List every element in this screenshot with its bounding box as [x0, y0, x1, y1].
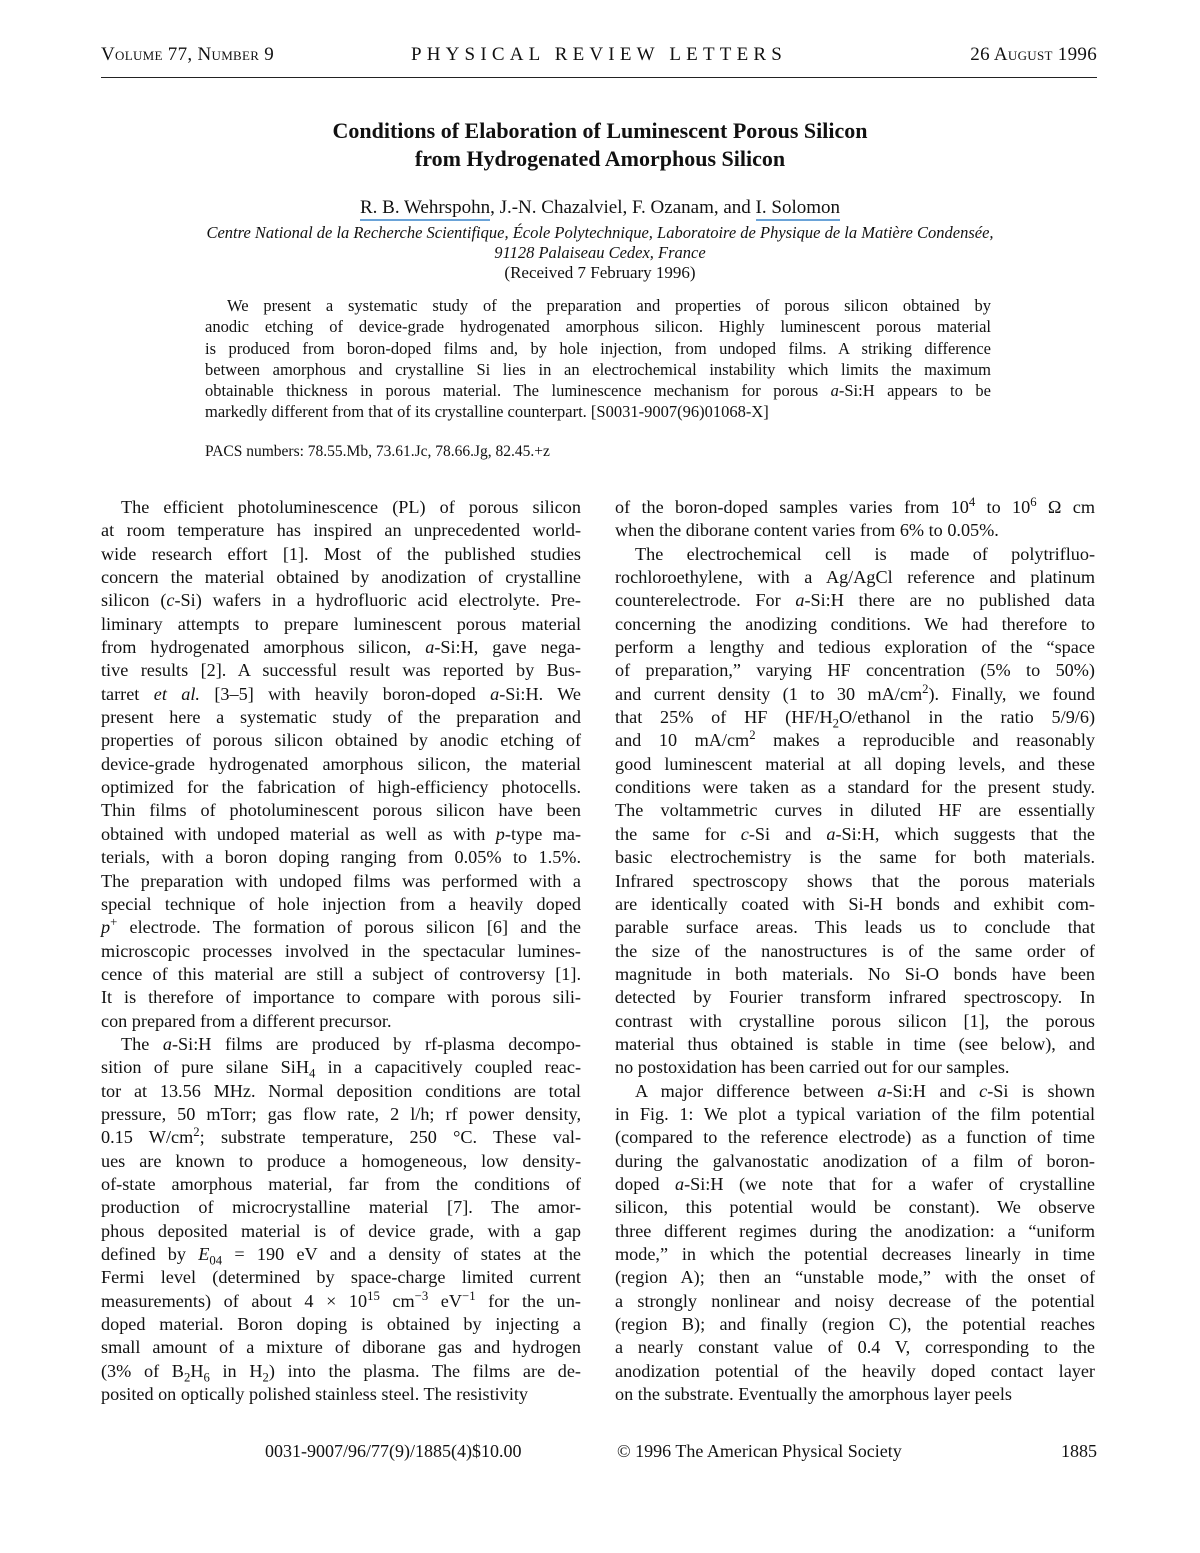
paper-title — [150, 117, 1050, 173]
text-segment: -Si is shown — [987, 1080, 1095, 1101]
text-line: parable surface areas. This leads us to conclude that — [615, 917, 1095, 938]
text-line: Thin films of photoluminescent porous silicon have been — [101, 800, 581, 821]
abstract-italic: a — [830, 381, 839, 401]
text-line: of-state amorphous material, far from the conditions of — [101, 1173, 581, 1194]
abstract-text: obtainable thickness in porous material. The luminescence mechanism for porous — [205, 381, 831, 401]
abstract-line: We present a systematic study of the preparation and properties of porous silicon obtained by — [227, 296, 991, 315]
received-date: (Received 7 February 1996) — [504, 263, 696, 282]
text-segment: and 10 mA/cm — [615, 730, 750, 751]
text-segment: -Si:H there are no published data — [804, 590, 1095, 611]
text-line — [101, 1243, 581, 1266]
text-segment: ). Finally, we found — [928, 683, 1095, 704]
italic-text: p — [101, 917, 111, 938]
text-line: The electrochemical cell is made of polytrifluo- — [635, 543, 1095, 564]
text-line: material thus obtained is stable in time (see below), and — [615, 1033, 1095, 1054]
text-line — [101, 1056, 581, 1079]
text-line: microscopic processes involved in the spectacular lumines- — [101, 940, 581, 961]
text-line: (compared to the reference electrode) as a function of time — [615, 1127, 1095, 1148]
sup-text: 15 — [367, 1288, 380, 1303]
affiliation-line-2: 91128 Palaiseau Cedex, France — [494, 243, 706, 262]
text-segment: that 25% of HF (HF/H — [615, 707, 833, 728]
text-line: a nearly constant value of 0.4 V, corresponding to the — [615, 1337, 1095, 1358]
text-line — [615, 496, 1095, 519]
text-line: on the substrate. Eventually the amorphous layer peels — [615, 1384, 1012, 1405]
text-segment: ; substrate temperature, 250 °C. These val- — [199, 1127, 581, 1148]
text-segment: and current density (1 to 30 mA/cm — [615, 683, 923, 704]
journal-name: PHYSICAL REVIEW LETTERS — [410, 44, 788, 65]
author-list — [100, 196, 1100, 220]
abstract-line: between amorphous and crystalline Si lies in an electrochemical instability which limits the maximum — [205, 359, 991, 379]
text-line: cence of this material are still a subject of controversy [1]. — [101, 963, 581, 984]
italic-text: a — [425, 637, 435, 658]
text-line — [615, 729, 1095, 752]
text-segment: doped — [615, 1173, 675, 1194]
text-line: The preparation with undoped films was performed with a — [101, 870, 581, 891]
text-line: detected by Fourier transform infrared spectroscopy. In — [615, 987, 1095, 1008]
text-segment: tarret — [101, 683, 154, 704]
text-line: Fermi level (determined by space-charge limited current — [101, 1267, 581, 1288]
text-line: ues are known to produce a homogeneous, low density- — [101, 1150, 581, 1171]
text-line: production of microcrystalline material [7]. The amor- — [101, 1197, 581, 1218]
text-line: concerning the anodizing conditions. We had therefore to — [615, 613, 1095, 634]
italic-text: et al. — [153, 683, 200, 704]
abstract-text: -Si:H appears to be — [838, 381, 991, 401]
text-line: pressure, 50 mTorr; gas flow rate, 2 l/h; rf power density, — [101, 1103, 581, 1124]
text-line: are identically coated with Si-H bonds and exhibit com- — [615, 893, 1095, 914]
text-line: liminary attempts to prepare luminescent porous material — [101, 613, 581, 634]
body-column-right — [615, 496, 1095, 1406]
text-segment: Ω cm — [1036, 497, 1095, 517]
issue-date: 26 August 1996 — [970, 44, 1097, 65]
footer-copyright: © 1996 The American Physical Society — [617, 1441, 902, 1461]
text-line: of preparation,” varying HF concentration (5% to 50%) — [615, 660, 1095, 681]
volume-number: Volume 77, Number 9 — [101, 44, 275, 65]
text-line — [101, 823, 581, 846]
text-segment: cm — [379, 1290, 415, 1311]
italic-text: c — [740, 823, 749, 844]
sup-text: + — [110, 915, 118, 930]
author-link-wehrspohn[interactable]: R. B. Wehrspohn — [360, 197, 490, 221]
page-number: 1885 — [1061, 1441, 1097, 1461]
text-line: anodization potential of the heavily doped contact layer — [615, 1360, 1095, 1381]
text-line: (region B); and finally (region C), the potential reaches — [615, 1314, 1095, 1335]
text-line — [101, 589, 581, 612]
text-segment: -Si:H and — [886, 1080, 980, 1101]
text-line: a strongly nonlinear and noisy decrease of the potential — [615, 1290, 1095, 1311]
text-line: mode,” in which the potential decreases linearly in time — [615, 1244, 1095, 1264]
text-segment: counterelectrode. For — [615, 590, 796, 611]
text-line — [101, 683, 581, 706]
body-column-left — [101, 496, 581, 1406]
text-line: three different regimes during the anodization: a “uniform — [615, 1220, 1095, 1241]
sub-text: 6 — [203, 1370, 210, 1385]
text-line: concern the material obtained by anodization of crystalline — [101, 567, 581, 588]
italic-text: E — [198, 1244, 210, 1264]
text-line: magnitude in both materials. No Si-O bonds have been — [615, 963, 1095, 984]
italic-text: c — [979, 1080, 988, 1101]
sup-text: 6 — [1030, 494, 1037, 509]
sup-text: 2 — [922, 681, 929, 696]
text-segment: -type ma- — [504, 823, 581, 844]
text-line: tive results [2]. A successful result was reported by Bus- — [101, 660, 581, 681]
text-line — [615, 1080, 1095, 1103]
abstract — [205, 295, 991, 423]
text-line: It is therefore of importance to compare with porous sili- — [101, 987, 581, 1008]
sup-text: 2 — [193, 1125, 200, 1140]
text-line: at room temperature has inspired an unprecedented world- — [101, 520, 581, 541]
text-segment: = 190 eV and a density of states at the — [222, 1244, 581, 1264]
author-link-solomon[interactable]: I. Solomon — [756, 197, 840, 221]
text-segment: -Si and — [748, 823, 827, 844]
text-line: The voltammetric curves in diluted HF are essentially — [615, 800, 1095, 821]
text-segment: The — [121, 1033, 163, 1054]
text-segment: H — [190, 1360, 204, 1381]
text-line: conditions were taken as a standard for the present study. — [615, 777, 1095, 798]
text-segment: from hydrogenated amorphous silicon, — [101, 637, 426, 658]
text-line: optimized for the fabrication of high-efficiency photocells. — [101, 777, 581, 798]
abstract-line — [205, 380, 991, 401]
italic-text: a — [877, 1080, 887, 1101]
text-line: phous deposited material is of device grade, with a gap — [101, 1220, 581, 1241]
italic-text: a — [826, 823, 836, 844]
text-segment: 0.15 W/cm — [101, 1127, 194, 1148]
sub-text: 2 — [183, 1370, 191, 1385]
sup-text: −3 — [414, 1288, 429, 1303]
text-line: contrast with crystalline porous silicon [1], the porous — [615, 1010, 1095, 1031]
text-segment: -Si:H (we note that for a wafer of crystalline — [684, 1173, 1095, 1194]
footer-issn: 0031-9007/96/77(9)/1885(4)$10.00 — [265, 1441, 522, 1461]
text-segment: makes a reproducible and reasonably — [755, 730, 1095, 751]
sup-text: −1 — [462, 1288, 476, 1303]
text-line: in Fig. 1: We plot a typical variation of the film potential — [615, 1103, 1095, 1124]
text-line — [615, 589, 1095, 612]
text-line — [615, 823, 1095, 846]
sup-text: 2 — [749, 728, 756, 743]
text-line — [615, 1173, 1095, 1196]
sub-text: 2 — [832, 716, 840, 731]
text-segment: defined by — [101, 1244, 199, 1264]
text-line: special technique of hole injection from a heavily doped — [101, 893, 581, 914]
text-segment: -Si) wafers in a hydrofluoric acid electrolyte. Pre- — [174, 590, 581, 611]
text-segment: -Si:H. We — [499, 683, 581, 704]
text-segment: -Si:H, which suggests that the — [835, 823, 1095, 844]
italic-text: a — [795, 590, 805, 611]
text-segment: measurements) of about 4 × 10 — [101, 1290, 368, 1311]
text-line: (region A); then an “unstable mode,” with the onset of — [615, 1267, 1095, 1288]
italic-text: a — [490, 683, 500, 704]
text-line: terials, with a boron doping ranging from 0.05% to 1.5%. — [101, 847, 581, 868]
text-line: con prepared from a different precursor. — [101, 1010, 392, 1031]
text-segment: obtained with undoped material as well as with — [101, 823, 496, 844]
title-line-1: Conditions of Elaboration of Luminescent Porous Silicon — [332, 118, 868, 143]
text-line: the size of the nanostructures is of the same order of — [615, 940, 1095, 961]
text-line: rochloroethylene, with a Ag/AgCl reference and platinum — [615, 567, 1095, 588]
text-segment: -Si:H films are produced by rf-plasma decompo- — [172, 1033, 581, 1054]
italic-text: a — [674, 1173, 685, 1194]
text-segment: of the boron-doped samples varies from 10 — [615, 497, 969, 517]
text-line: silicon, this potential would be constant). We observe — [615, 1197, 1095, 1218]
running-head — [101, 44, 1097, 70]
affiliation-line-1: Centre National de la Recherche Scientifique, École Polytechnique, Laboratoire de Physique de la Matière Condensée, — [206, 223, 994, 242]
sub-text: 4 — [308, 1066, 316, 1081]
text-segment: A major difference between — [635, 1080, 878, 1101]
text-line — [101, 916, 581, 939]
text-segment: -Si:H, gave nega- — [434, 637, 581, 658]
pacs-numbers: PACS numbers: 78.55.Mb, 73.61.Jc, 78.66.Jg, 82.45.+z — [205, 443, 550, 460]
text-line: perform a lengthy and tedious exploration of the “space — [615, 637, 1095, 658]
sub-text: 2 — [262, 1370, 269, 1385]
text-line — [101, 1033, 581, 1056]
text-segment: in a capacitively coupled reac- — [315, 1057, 581, 1078]
text-segment: in H — [209, 1360, 263, 1381]
abstract-line: anodic etching of device-grade hydrogenated amorphous silicon. Highly luminescent porous material — [205, 317, 991, 337]
text-segment: O/ethanol in the ratio 5/9/6) — [839, 707, 1095, 728]
text-segment: [3–5] with heavily boron-doped — [199, 683, 491, 704]
sub-text: 04 — [209, 1253, 223, 1268]
text-line: when the diborane content varies from 6% to 0.05%. — [615, 520, 999, 541]
text-line: The efficient photoluminescence (PL) of porous silicon — [121, 497, 581, 517]
text-line: present here a systematic study of the preparation and — [101, 707, 581, 728]
text-line: posited on optically polished stainless steel. The resistivity — [101, 1384, 529, 1405]
header-rule — [101, 77, 1097, 78]
text-segment: eV — [428, 1290, 463, 1311]
abstract-line: is produced from boron-doped films and, by hole injection, from undoped films. A striking difference — [205, 338, 991, 358]
text-line: doped material. Boron doping is obtained by injecting a — [101, 1314, 581, 1335]
text-line: tor at 13.56 MHz. Normal deposition conditions are total — [101, 1080, 581, 1101]
sup-text: 4 — [968, 494, 976, 509]
text-line — [101, 636, 581, 659]
text-line: wide research effort [1]. Most of the published studies — [101, 543, 581, 564]
text-line: small amount of a mixture of diborane gas and hydrogen — [101, 1337, 581, 1358]
text-line: good luminescent material at all doping levels, and these — [615, 753, 1095, 774]
text-line — [101, 1290, 581, 1313]
text-line: no postoxidation has been carried out for our samples. — [615, 1057, 1010, 1078]
author-names: , J.-N. Chazalviel, F. Ozanam, and — [490, 197, 756, 218]
text-line: basic electrochemistry is the same for both materials. — [615, 847, 1095, 868]
text-segment: silicon ( — [101, 590, 167, 611]
text-segment: for the un- — [475, 1290, 581, 1311]
italic-text: a — [162, 1033, 172, 1054]
text-segment: sition of pure silane SiH — [101, 1057, 309, 1078]
text-line: device-grade hydrogenated amorphous silicon, the material — [101, 753, 581, 774]
text-segment: the same for — [615, 823, 741, 844]
text-line: during the galvanostatic anodization of a film of boron- — [615, 1150, 1095, 1171]
title-line-2: from Hydrogenated Amorphous Silicon — [414, 146, 786, 171]
text-line — [101, 1126, 581, 1149]
italic-text: p — [495, 823, 505, 844]
abstract-line: markedly different from that of its crystalline counterpart. [S0031-9007(96)01068-X] — [205, 402, 769, 422]
text-segment: electrode. The formation of porous silicon [6] and the — [117, 917, 581, 938]
text-line: properties of porous silicon obtained by anodic etching of — [101, 730, 581, 751]
text-segment: ) into the plasma. The films are de- — [268, 1360, 581, 1381]
text-segment: to 10 — [975, 497, 1031, 517]
text-line — [615, 706, 1095, 729]
text-line: Infrared spectroscopy shows that the porous materials — [615, 870, 1095, 891]
italic-text: c — [166, 590, 175, 611]
text-segment: (3% of B — [101, 1360, 184, 1381]
text-line — [615, 683, 1095, 706]
text-line — [101, 1360, 581, 1383]
affiliation — [100, 223, 1100, 263]
